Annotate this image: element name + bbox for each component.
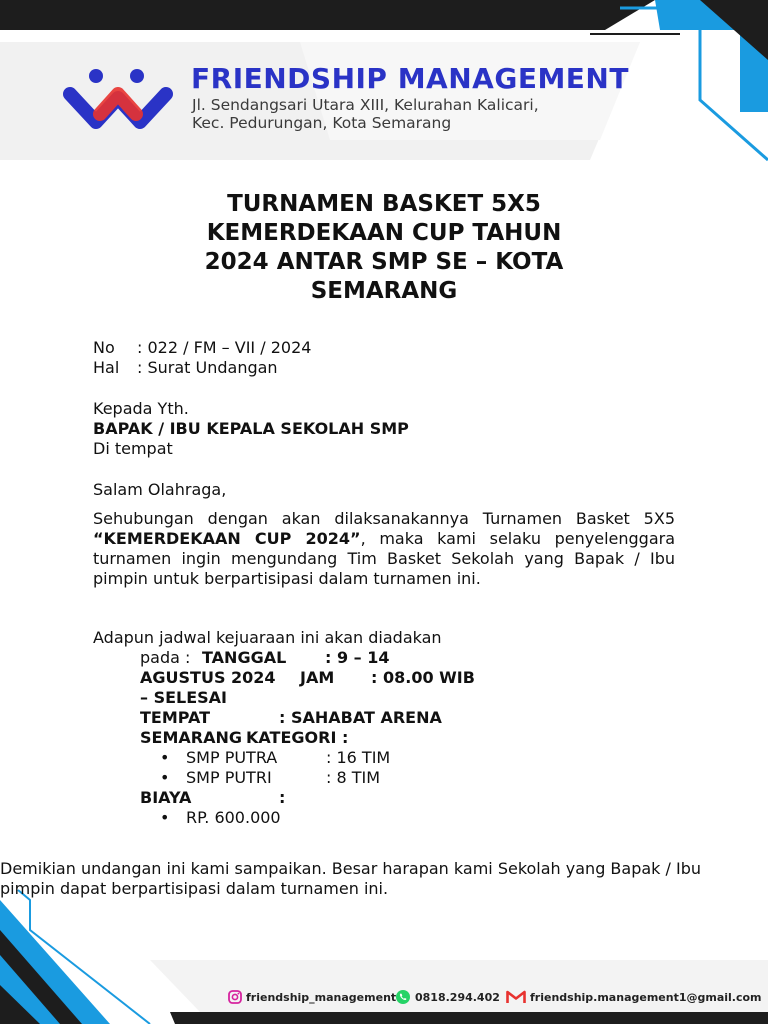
title-line-1: TURNAMEN BASKET 5X5 [227, 191, 541, 217]
title-line-2: KEMERDEKAAN CUP TAHUN [206, 220, 562, 246]
instagram-handle: friendship_management [246, 990, 397, 1004]
schedule-pada: pada : [140, 648, 191, 667]
fee-label: BIAYA [140, 788, 192, 807]
footer-instagram [228, 988, 396, 1006]
date-value: : 9 – 14 [325, 648, 390, 667]
title-line-4: SEMARANG [310, 278, 458, 304]
salutation: Salam Olahraga, [93, 480, 227, 499]
whatsapp-number: 0818.294.402 [415, 990, 500, 1004]
document-title [150, 190, 618, 306]
body-paragraph-text-1: Sehubungan dengan akan dilaksanakannya Turnamen Basket 5X5 [93, 509, 675, 528]
category-name: SMP PUTRI [186, 768, 272, 787]
organization-address-line1: Jl. Sendangsari Utara XIII, Kelurahan Kalicari, [192, 96, 539, 114]
footer-email [506, 988, 762, 1006]
recipient-place: Di tempat [93, 439, 173, 458]
gmail-icon [506, 990, 526, 1004]
venue-value: : SAHABAT ARENA [279, 708, 442, 727]
footer-whatsapp [395, 988, 500, 1006]
fee-value: RP. 600.000 [186, 808, 281, 827]
organization-address-line2: Kec. Pedurungan, Kota Semarang [192, 114, 452, 132]
whatsapp-icon [395, 989, 411, 1005]
schedule-intro: Adapun jadwal kejuaraan ini akan diadakan [93, 628, 442, 647]
letter-subject-label: Hal [93, 358, 120, 377]
instagram-icon [228, 990, 242, 1004]
letter-number-value: : 022 / FM – VII / 2024 [137, 338, 312, 357]
category-teams: : 16 TIM [326, 748, 391, 767]
time-value-continued: – SELESAI [140, 688, 228, 707]
letter-number-label: No [93, 338, 115, 357]
fee-bullet: • [160, 808, 170, 827]
category-label: KATEGORI : [246, 728, 349, 747]
date-value-continued: AGUSTUS 2024 [140, 668, 276, 687]
venue-value-continued: SEMARANG [140, 728, 242, 747]
organization-name: FRIENDSHIP MANAGEMENT [191, 62, 629, 95]
body-paragraph-text-2: , maka kami selaku penyelenggara turnamen ingin mengundang Tim Basket Sekolah yang Bapak / Ibu pimpin untuk berpartisipasi dalam turnamen ini. [93, 529, 676, 588]
recipient-greeting: Kepada Yth. [93, 399, 189, 418]
category-name: SMP PUTRA [186, 748, 278, 767]
letter-subject-value: : Surat Undangan [137, 358, 278, 377]
category-bullet: • [160, 768, 170, 787]
date-label: TANGGAL [202, 648, 287, 667]
category-bullet: • [160, 748, 170, 767]
venue-label: TEMPAT [140, 708, 211, 727]
email-address: friendship.management1@gmail.com [530, 990, 762, 1004]
company-logo [62, 66, 174, 130]
event-name: “KEMERDEKAAN CUP 2024” [93, 529, 361, 548]
recipient-name: BAPAK / IBU KEPALA SEKOLAH SMP [93, 419, 409, 438]
body-paragraph [93, 509, 675, 589]
time-label: JAM [300, 668, 335, 687]
title-line-3: 2024 ANTAR SMP SE – KOTA [204, 249, 564, 275]
fee-colon: : [279, 788, 286, 807]
category-teams: : 8 TIM [326, 768, 381, 787]
time-value: : 08.00 WIB [371, 668, 475, 687]
closing-paragraph: Demikian undangan ini kami sampaikan. Besar harapan kami Sekolah yang Bapak / Ibu pimpin dapat berpartisipasi dalam turnamen ini. [0, 859, 702, 898]
